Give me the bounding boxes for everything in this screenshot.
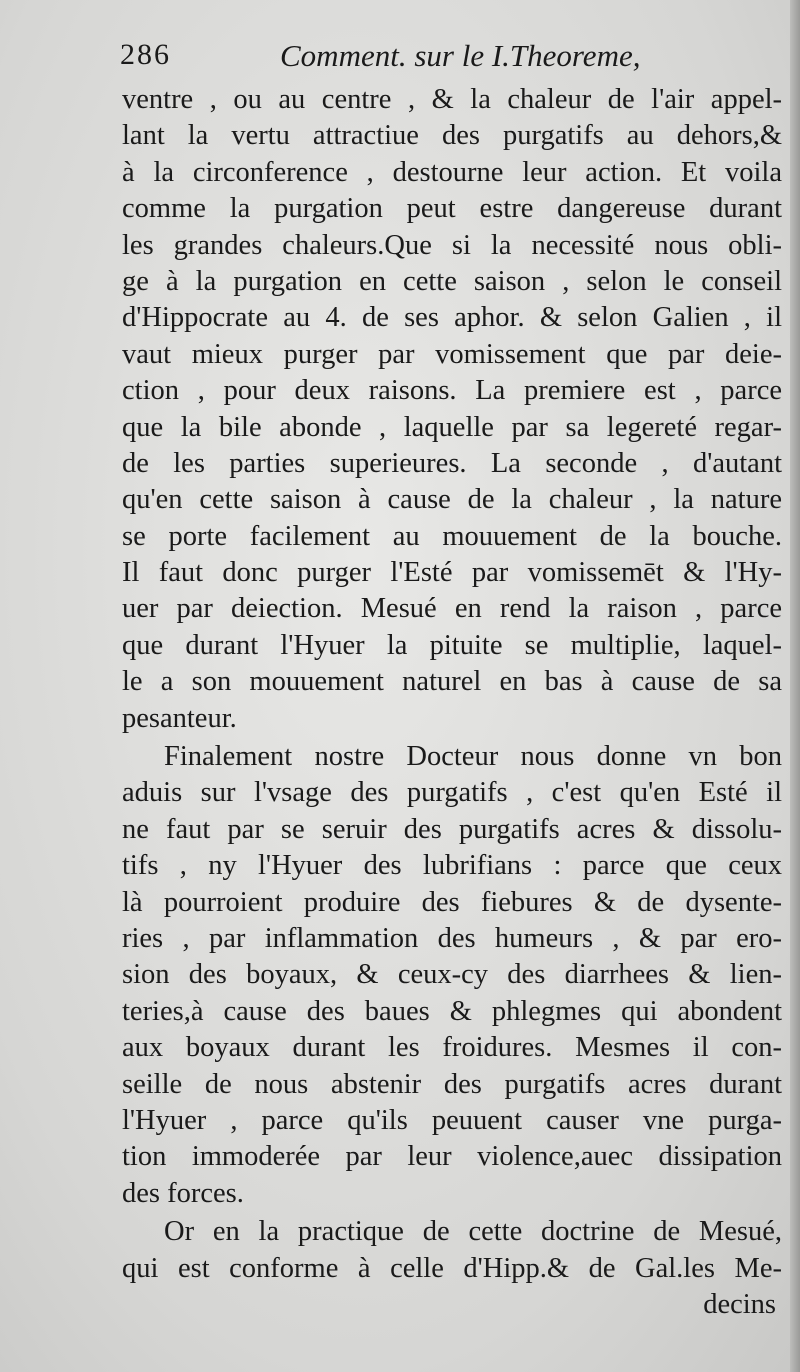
- text-line: Or en la practique de cette doctrine de Mesué,: [164, 1216, 782, 1248]
- text-line: d'Hippocrate au 4. de ses aphor. & selon Galien , il: [122, 302, 782, 334]
- text-line: ge à la purgation en cette saison , selon le conseil: [122, 265, 782, 297]
- text-line: que durant l'Hyuer la pituite se multiplie, laquel-: [122, 629, 782, 661]
- paragraph: [122, 739, 782, 1212]
- text-line: ries , par inflammation des humeurs , & par ero-: [122, 922, 782, 954]
- paragraph: [122, 1214, 782, 1287]
- page-header: [120, 38, 780, 84]
- text-line: pesanteur.: [122, 702, 237, 734]
- text-line: Finalement nostre Docteur nous donne vn bon: [164, 741, 782, 773]
- text-line: tifs , ny l'Hyuer des lubrifians : parce que ceux: [122, 850, 782, 882]
- text-line: aux boyaux durant les froidures. Mesmes il con-: [122, 1032, 782, 1064]
- text-line: lant la vertu attractiue des purgatifs au dehors,&: [122, 120, 782, 152]
- text-line: qui est conforme à celle d'Hipp.& de Gal.les Me-: [122, 1252, 782, 1284]
- text-line: Il faut donc purger l'Esté par vomissemēt & l'Hy-: [122, 557, 782, 589]
- page-edge: [790, 0, 800, 1372]
- page-number: 286: [120, 38, 171, 71]
- text-line: des forces.: [122, 1177, 244, 1209]
- text-line: tion immoderée par leur violence,auec dissipation: [122, 1141, 782, 1173]
- text-line: seille de nous abstenir des purgatifs acres durant: [122, 1068, 782, 1100]
- text-line: aduis sur l'vsage des purgatifs , c'est qu'en Esté il: [122, 777, 782, 809]
- text-line: de les parties superieures. La seconde , d'autant: [122, 447, 782, 479]
- text-line: que la bile abonde , laquelle par sa legereté regar-: [122, 411, 782, 443]
- text-line: sion des boyaux, & ceux-cy des diarrhees & lien-: [122, 959, 782, 991]
- text-line: teries,à cause des baues & phlegmes qui abondent: [122, 995, 782, 1027]
- text-line: là pourroient produire des fiebures & de dysente-: [122, 886, 782, 918]
- body-text: [122, 82, 782, 1323]
- text-line: ne faut par se seruir des purgatifs acres & dissolu-: [122, 813, 782, 845]
- text-line: à la circonference , destourne leur action. Et voila: [122, 156, 782, 188]
- text-line: vaut mieux purger par vomissement que par deie-: [122, 338, 782, 370]
- paragraph: [122, 82, 782, 737]
- text-line: comme la purgation peut estre dangereuse durant: [122, 193, 782, 225]
- catchword: decins: [703, 1288, 776, 1320]
- text-line: uer par deiection. Mesué en rend la raison , parce: [122, 593, 782, 625]
- text-line: le a son mouuement naturel en bas à cause de sa: [122, 666, 782, 698]
- text-line: qu'en cette saison à cause de la chaleur , la nature: [122, 484, 782, 516]
- text-line: ventre , ou au centre , & la chaleur de l'air appel-: [122, 84, 782, 115]
- running-head: Comment. sur le I.Theoreme,: [280, 38, 641, 73]
- text-line: se porte facilement au mouuement de la bouche.: [122, 520, 782, 552]
- text-line: l'Hyuer , parce qu'ils peuuent causer vne purga-: [122, 1104, 782, 1136]
- text-line: les grandes chaleurs.Que si la necessité nous obli-: [122, 229, 782, 261]
- text-line: ction , pour deux raisons. La premiere est , parce: [122, 375, 782, 407]
